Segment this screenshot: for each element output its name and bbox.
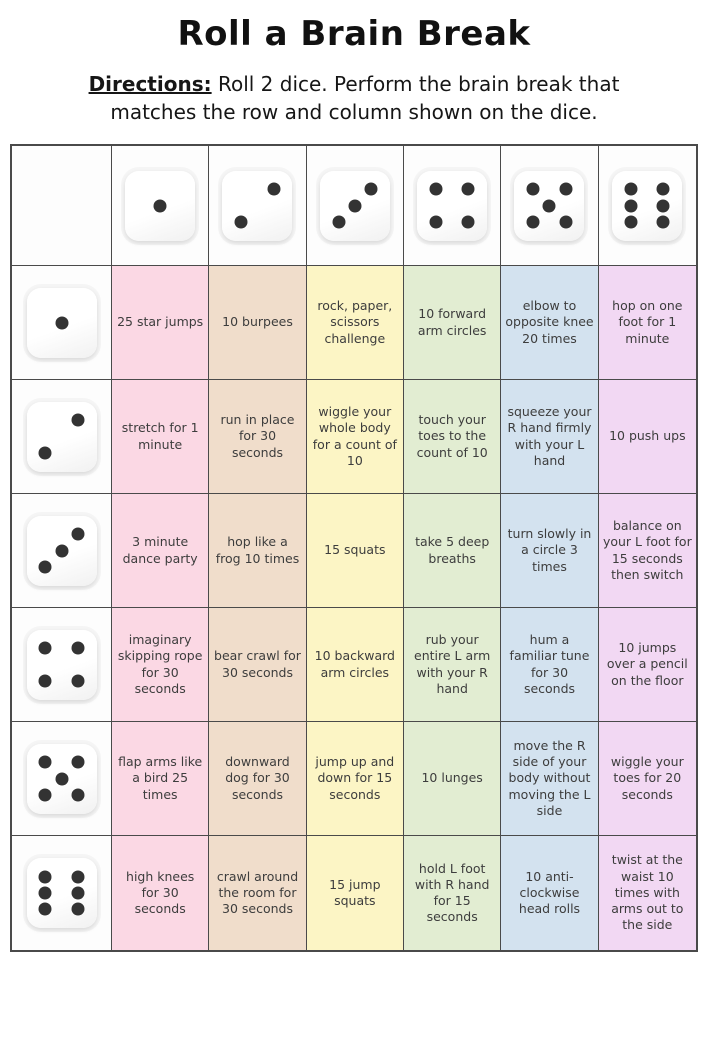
activity-text: 10 jumps over a pencil on the floor	[606, 640, 688, 688]
directions-label: Directions:	[88, 72, 212, 96]
row-header-4	[12, 608, 112, 722]
activity-cell	[112, 266, 209, 380]
column-header-5	[501, 146, 598, 266]
activity-cell	[404, 380, 501, 494]
activity-text: crawl around the room for 30 seconds	[216, 868, 299, 917]
column-header-6	[599, 146, 696, 266]
activity-text: 10 anti-clockwise head rolls	[518, 868, 581, 917]
activity-cell	[501, 380, 598, 494]
row-header-3	[12, 494, 112, 608]
activity-cell	[501, 722, 598, 836]
activity-cell	[599, 380, 696, 494]
activity-cell	[404, 608, 501, 722]
row-header-2	[12, 380, 112, 494]
activity-text: flap arms like a bird 25 times	[118, 754, 203, 802]
die-3-icon	[27, 516, 97, 586]
directions-body: Roll 2 dice. Perform the brain break that matches the row and column shown on the dice.	[110, 72, 620, 124]
directions-text	[54, 70, 654, 126]
die-6-icon	[612, 171, 682, 241]
activity-text: rock, paper, scissors challenge	[317, 298, 393, 346]
activity-text: 3 minute dance party	[122, 534, 198, 566]
die-6-icon	[27, 858, 97, 928]
activity-text: twist at the waist 10 times with arms out to the side	[611, 852, 684, 933]
activity-cell	[307, 494, 404, 608]
page-title: Roll a Brain Break	[177, 14, 531, 54]
activity-text: touch your toes to the count of 10	[416, 412, 488, 460]
activity-cell	[209, 608, 306, 722]
activity-cell	[112, 836, 209, 950]
activity-cell	[501, 494, 598, 608]
brain-break-table	[10, 144, 698, 952]
die-2-icon	[27, 402, 97, 472]
activity-text: hop on one foot for 1 minute	[612, 298, 683, 346]
activity-cell	[307, 380, 404, 494]
activity-text: run in place for 30 seconds	[220, 412, 295, 460]
row-header-5	[12, 722, 112, 836]
activity-cell	[209, 266, 306, 380]
corner-cell	[12, 146, 112, 266]
die-1-icon	[125, 171, 195, 241]
activity-cell	[112, 722, 209, 836]
activity-text: take 5 deep breaths	[415, 534, 490, 566]
activity-text: balance on your L foot for 15 seconds then switch	[602, 518, 692, 582]
die-3-icon	[320, 171, 390, 241]
die-2-icon	[222, 171, 292, 241]
column-header-3	[307, 146, 404, 266]
activity-text: wiggle your whole body for a count of 10	[312, 404, 397, 468]
activity-cell	[112, 380, 209, 494]
activity-text: 25 star jumps	[117, 314, 204, 330]
activity-text: 10 push ups	[609, 428, 686, 444]
die-1-icon	[27, 288, 97, 358]
activity-text: hold L foot with R hand for 15 seconds	[414, 860, 490, 925]
activity-cell	[307, 266, 404, 380]
activity-text: 10 burpees	[222, 314, 293, 330]
activity-cell	[599, 494, 696, 608]
activity-cell	[501, 836, 598, 950]
die-5-icon	[514, 171, 584, 241]
die-4-icon	[27, 630, 97, 700]
activity-cell	[307, 722, 404, 836]
activity-cell	[501, 266, 598, 380]
activity-text: hum a familiar tune for 30 seconds	[509, 632, 590, 696]
column-header-1	[112, 146, 209, 266]
die-4-icon	[417, 171, 487, 241]
activity-text: imaginary skipping rope for 30 seconds	[117, 632, 203, 696]
activity-cell	[404, 266, 501, 380]
activity-cell	[501, 608, 598, 722]
activity-cell	[209, 722, 306, 836]
activity-text: 15 squats	[324, 542, 386, 558]
activity-text: squeeze your R hand firmly with your L hand	[507, 404, 592, 468]
activity-cell	[599, 608, 696, 722]
activity-text: 10 forward arm circles	[417, 306, 487, 338]
activity-cell	[404, 836, 501, 950]
activity-text: stretch for 1 minute	[121, 420, 199, 452]
row-header-1	[12, 266, 112, 380]
activity-text: jump up and down for 15 seconds	[315, 754, 395, 802]
activity-text: elbow to opposite knee 20 times	[505, 298, 594, 346]
column-header-2	[209, 146, 306, 266]
activity-cell	[209, 836, 306, 950]
activity-text: high knees for 30 seconds	[126, 868, 195, 917]
activity-text: bear crawl for 30 seconds	[214, 648, 301, 680]
activity-text: wiggle your toes for 20 seconds	[610, 754, 684, 802]
activity-cell	[209, 380, 306, 494]
column-header-4	[404, 146, 501, 266]
activity-text: 10 lunges	[421, 770, 483, 786]
activity-cell	[599, 722, 696, 836]
activity-text: rub your entire L arm with your R hand	[414, 632, 491, 696]
activity-cell	[404, 722, 501, 836]
row-header-6	[12, 836, 112, 950]
activity-cell	[112, 494, 209, 608]
activity-text: 10 backward arm circles	[314, 648, 395, 680]
activity-text: downward dog for 30 seconds	[225, 754, 290, 802]
activity-cell	[599, 836, 696, 950]
activity-cell	[112, 608, 209, 722]
activity-cell	[307, 608, 404, 722]
activity-text: move the R side of your body without moving the L side	[508, 737, 591, 818]
activity-text: hop like a frog 10 times	[215, 534, 300, 566]
activity-text: 15 jump squats	[329, 876, 381, 908]
die-5-icon	[27, 744, 97, 814]
activity-text: turn slowly in a circle 3 times	[507, 526, 592, 574]
activity-cell	[404, 494, 501, 608]
activity-cell	[209, 494, 306, 608]
activity-cell	[307, 836, 404, 950]
activity-cell	[599, 266, 696, 380]
